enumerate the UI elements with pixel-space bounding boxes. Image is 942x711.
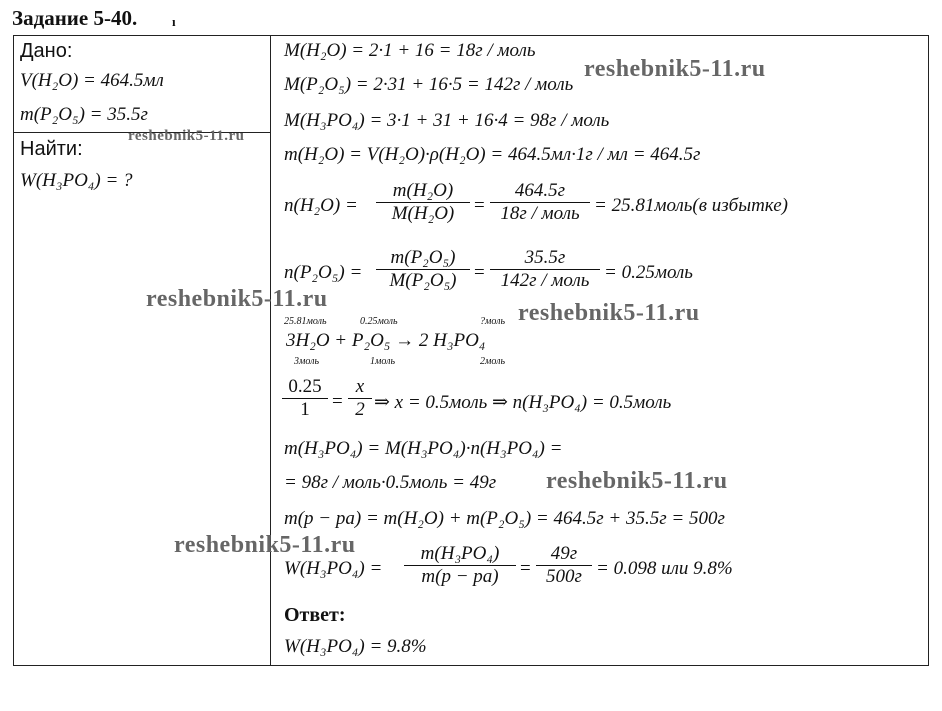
title-mark: ı xyxy=(172,14,176,29)
moles-water-fraction-1 xyxy=(376,180,470,225)
watermark: reshebnik5-11.ru xyxy=(546,468,728,494)
reaction-below-water: 3моль xyxy=(294,356,320,367)
mass-water: m(H₂O) = V(H₂O)·ρ(H₂O) = 464.5мл·1г / мл = 464.5г xyxy=(284,144,701,165)
fraction-denominator: M(H₂O) xyxy=(376,202,470,225)
fraction-numerator: m(P₂O₅) xyxy=(390,247,456,268)
fraction-numerator: 0.25 xyxy=(288,376,322,397)
molar-mass-h3po4: M(H₃PO₄) = 3·1 + 31 + 16·4 = 98г / моль xyxy=(284,110,610,131)
fraction-denominator: 142г / моль xyxy=(490,269,600,292)
fraction-numerator: x xyxy=(355,376,365,397)
task-title: Задание 5-40. xyxy=(12,6,138,30)
watermark: reshebnik5-11.ru xyxy=(518,300,700,326)
proportion-fraction-1 xyxy=(282,376,328,421)
moles-p2o5-fraction-1 xyxy=(376,247,470,292)
mass-solution: m(p − pa) = m(H₂O) + m(P₂O₅) = 464.5г + 35.5г = 500г xyxy=(284,508,725,529)
column-divider xyxy=(270,35,271,666)
reaction-below-acid: 2моль xyxy=(480,356,506,367)
equals-sign: = xyxy=(332,391,343,412)
fraction-denominator: 1 xyxy=(282,398,328,421)
moles-p2o5-lhs: n(P₂O₅) = xyxy=(284,262,363,283)
fraction-numerator: m(H₂O) xyxy=(392,180,454,201)
answer-value: W(H₃PO₄) = 9.8% xyxy=(284,636,427,657)
mass-fraction-1 xyxy=(404,543,516,588)
fraction-numerator: 35.5г xyxy=(524,247,566,268)
given-volume: V(H₂O) = 464.5мл xyxy=(20,70,164,91)
equals-sign: = xyxy=(520,558,531,579)
reaction-above-water: 25.81моль xyxy=(284,316,327,327)
moles-p2o5-fraction-2 xyxy=(490,247,600,292)
equals-sign: = xyxy=(474,195,485,216)
moles-p2o5-result: = 0.25моль xyxy=(604,262,693,283)
mass-acid-formula: m(H₃PO₄) = M(H₃PO₄)·n(H₃PO₄) = xyxy=(284,438,563,459)
proportion-fraction-2 xyxy=(348,376,372,421)
equals-sign: = xyxy=(474,262,485,283)
mass-acid-result: = 98г / моль·0.5моль = 49г xyxy=(284,472,497,493)
fraction-denominator: m(p − pa) xyxy=(404,565,516,588)
molar-mass-water: M(H₂O) = 2·1 + 16 = 18г / моль xyxy=(284,40,536,61)
molar-mass-p2o5: M(P₂O₅) = 2·31 + 16·5 = 142г / моль xyxy=(284,74,574,95)
given-mass: m(P₂O₅) = 35.5г xyxy=(20,104,148,125)
moles-water-result: = 25.81моль(в избытке) xyxy=(594,195,788,216)
moles-water-lhs: n(H₂O) = xyxy=(284,195,358,216)
watermark: reshebnik5-11.ru xyxy=(128,128,245,144)
moles-water-fraction-2 xyxy=(490,180,590,225)
reaction-equation: 3H₂O + P₂O₅ → 2 H₃PO₄ xyxy=(286,330,486,351)
fraction-denominator: 500г xyxy=(536,565,592,588)
fraction-denominator: 18г / моль xyxy=(490,202,590,225)
watermark: reshebnik5-11.ru xyxy=(146,286,328,312)
find-target: W(H₃PO₄) = ? xyxy=(20,170,133,191)
answer-label: Ответ: xyxy=(284,604,346,626)
reaction-above-acid: ?моль xyxy=(480,316,506,327)
reaction-above-p2o5: 0.25моль xyxy=(360,316,398,327)
find-label: Найти: xyxy=(20,138,83,160)
mass-fraction-result: = 0.098 или 9.8% xyxy=(596,558,733,579)
fraction-denominator: M(P₂O₅) xyxy=(376,269,470,292)
proportion-result: ⇒ x = 0.5моль ⇒ n(H₃PO₄) = 0.5моль xyxy=(374,392,672,413)
given-label: Дано: xyxy=(20,40,73,62)
fraction-denominator: 2 xyxy=(348,398,372,421)
mass-fraction-2 xyxy=(536,543,592,588)
fraction-numerator: 464.5г xyxy=(514,180,566,201)
fraction-numerator: m(H₃PO₄) xyxy=(420,543,500,564)
fraction-numerator: 49г xyxy=(550,543,578,564)
fraction-acid-lhs: W(H₃PO₄) = xyxy=(284,558,383,579)
reaction-below-p2o5: 1моль xyxy=(370,356,396,367)
watermark: reshebnik5-11.ru xyxy=(174,532,356,558)
watermark: reshebnik5-11.ru xyxy=(584,56,766,82)
